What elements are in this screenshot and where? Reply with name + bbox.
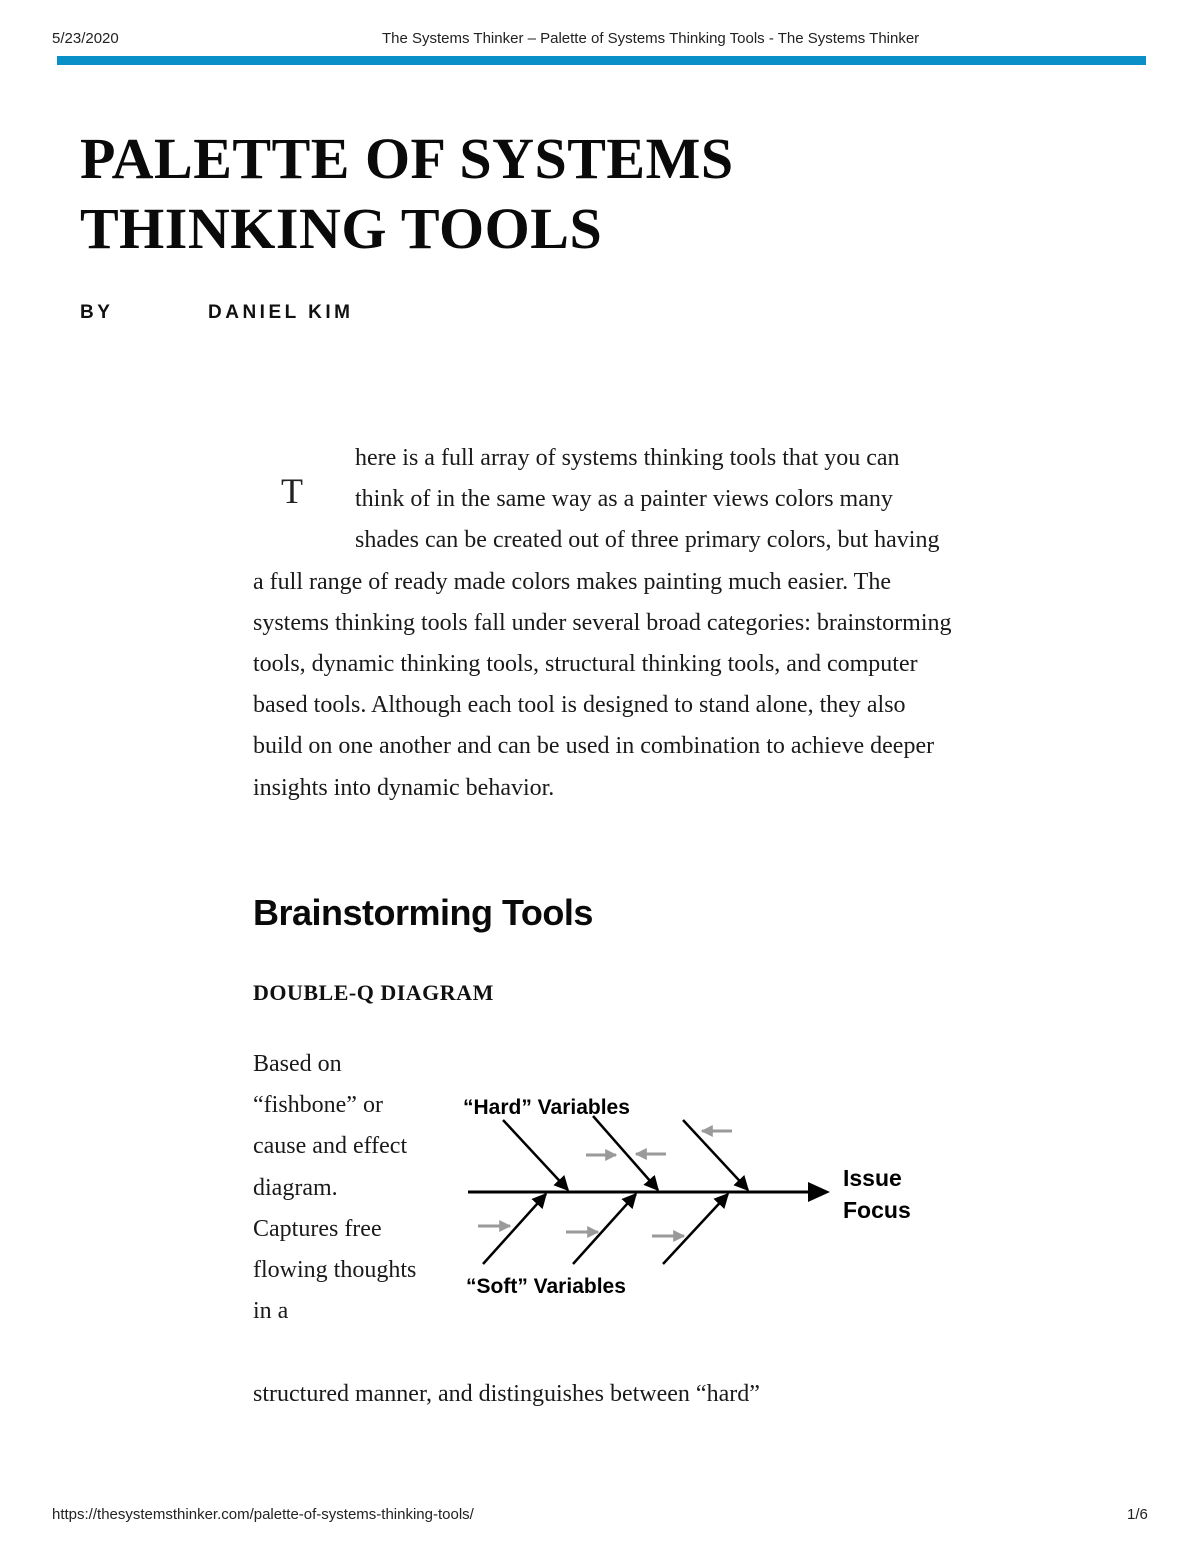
print-page-title: The Systems Thinker – Palette of Systems Thinking Tools - The Systems Thinker [382, 30, 920, 47]
drop-cap: T [281, 471, 303, 511]
article-title: PALETTE OF SYSTEMS THINKING TOOLS [80, 126, 734, 261]
issue-focus-label-line1: Issue [843, 1165, 902, 1191]
double-q-diagram [438, 1082, 948, 1318]
hard-arrow-1 [503, 1120, 568, 1190]
byline-label: BY [80, 302, 114, 323]
soft-arrow-2 [573, 1194, 636, 1264]
diagram-main-spine [468, 1182, 830, 1202]
section-heading: Brainstorming Tools [253, 892, 593, 933]
issue-focus-label-line2: Focus [843, 1197, 911, 1223]
subheading: DOUBLE-Q DIAGRAM [253, 980, 494, 1005]
print-url: https://thesystemsthinker.com/palette-of-systems-thinking-tools/ [52, 1506, 474, 1523]
intro-text: here is a full array of systems thinking tools that you can think of in the same way as a painter views colors many shades can be created out of three primary colors, but having a full range of ready made colors makes painting much easier. The systems thinking tools fall under several broad categories: brainstorming tools, dynamic thinking tools, structural thinking tools, and computer based tools. Although each tool is designed to stand alone, they also build on one another and can be used in combination to achieve deeper insights into dynamic behavior. [253, 445, 952, 801]
page-number: 1/6 [1127, 1506, 1148, 1523]
diagram-description: Based on “fishbone” or cause and effect diagram. Captures free flowing thoughts in a [253, 1051, 417, 1325]
author-link[interactable]: DANIEL KIM [208, 302, 354, 323]
continued-paragraph: structured manner, and distinguishes between “hard” [253, 1381, 760, 1407]
soft-variable-arrows [483, 1194, 728, 1264]
hard-variables-label: “Hard” Variables [463, 1096, 630, 1119]
accent-bar [57, 56, 1146, 65]
spine-arrowhead [808, 1182, 830, 1202]
drop-cap-space [253, 438, 355, 560]
hard-variable-arrows [503, 1116, 748, 1190]
minor-cause-arrows [478, 1131, 732, 1236]
soft-arrow-1 [483, 1194, 546, 1264]
byline [80, 302, 354, 324]
print-date: 5/23/2020 [52, 30, 119, 47]
soft-variables-label: “Soft” Variables [466, 1275, 626, 1298]
intro-paragraph [253, 438, 953, 809]
soft-arrow-3 [663, 1194, 728, 1264]
